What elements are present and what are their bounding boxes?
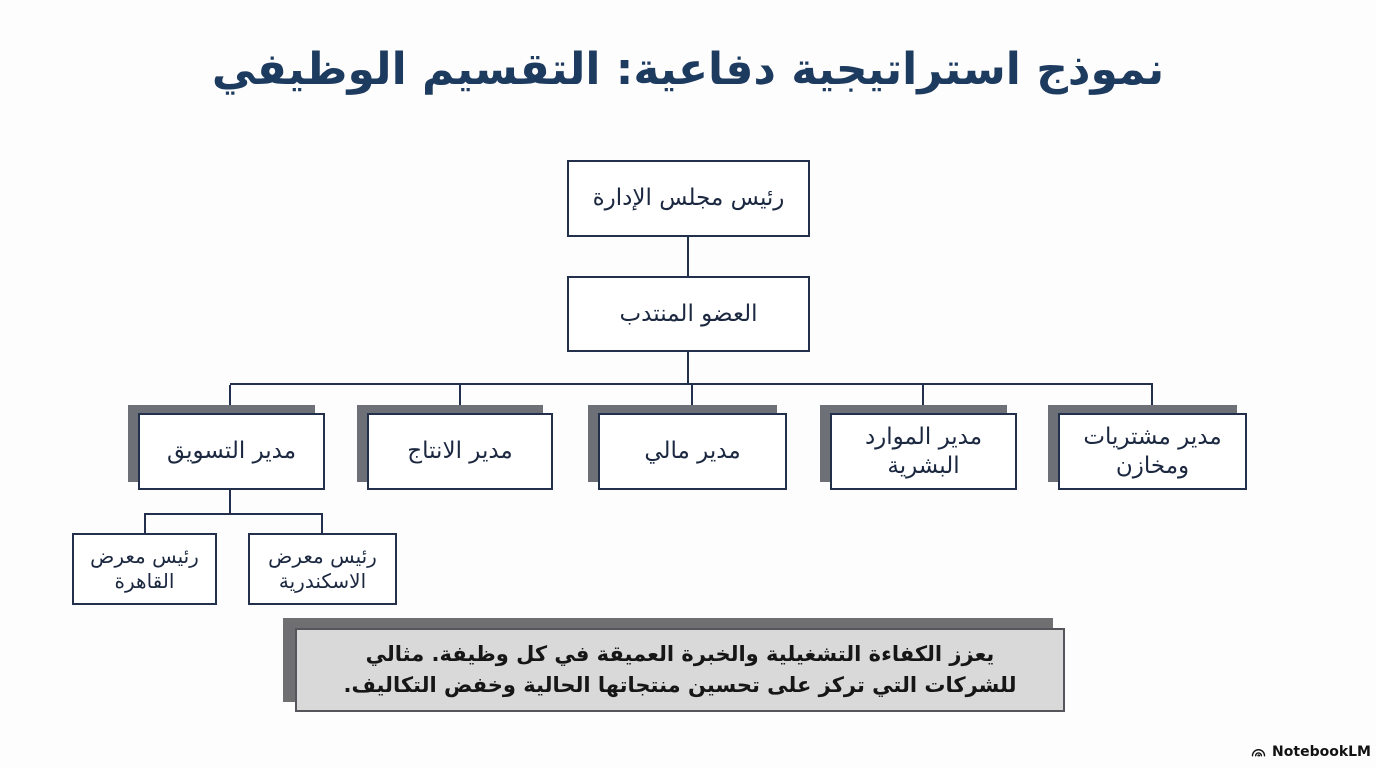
footer-brand <box>1250 743 1371 760</box>
strategy-note-box <box>295 628 1065 712</box>
connector-marketing-stem <box>229 490 231 514</box>
connector-drop-hr <box>922 385 924 415</box>
footer-brand-text: NotebookLM <box>1272 743 1371 760</box>
org-box-finance-manager-label: مدير مالي <box>644 438 741 465</box>
connector-drop-marketing <box>229 385 231 415</box>
org-box-production-manager <box>367 413 553 490</box>
connector-drop-finance <box>691 385 693 415</box>
org-box-chairman <box>567 160 810 237</box>
connector-drop-cairo <box>144 515 146 534</box>
connector-drop-alexandria <box>321 515 323 534</box>
connector-drop-purchasing <box>1151 385 1153 415</box>
org-box-alexandria-showroom-head <box>248 533 397 605</box>
org-box-chairman-label: رئيس مجلس الإدارة <box>592 185 785 212</box>
org-box-marketing-manager-label: مدير التسويق <box>166 438 297 465</box>
org-box-managing-director <box>567 276 810 352</box>
org-box-alexandria-showroom-head-label: رئيس معرض الاسكندرية <box>268 544 377 593</box>
org-box-finance-manager <box>598 413 787 490</box>
org-box-marketing-manager <box>138 413 325 490</box>
page-title: نموذج استراتيجية دفاعية: التقسيم الوظيفي <box>211 44 1165 95</box>
notebooklm-logo-icon <box>1250 743 1267 760</box>
org-box-hr-manager-label: مدير الموارد البشرية <box>864 423 983 479</box>
org-box-cairo-showroom-head-label: رئيس معرض القاهرة <box>90 544 199 593</box>
org-box-purchasing-manager-label: مدير مشتريات ومخازن <box>1083 423 1222 479</box>
connector-drop-production <box>459 385 461 415</box>
org-box-hr-manager <box>830 413 1017 490</box>
connector-root-to-md <box>687 237 689 276</box>
org-box-cairo-showroom-head <box>72 533 217 605</box>
strategy-note-text: يعزز الكفاءة التشغيلية والخبرة العميقة في كل وظيفة. مثالي للشركات التي تركز على تحسين منتجاتها الحالية وخفض التكاليف. <box>343 641 1017 697</box>
org-box-purchasing-manager <box>1058 413 1247 490</box>
org-box-managing-director-label: العضو المنتدب <box>619 300 758 327</box>
org-box-production-manager-label: مدير الانتاج <box>407 438 513 465</box>
connector-md-stem <box>687 352 689 383</box>
connector-level4-rail <box>144 513 323 515</box>
